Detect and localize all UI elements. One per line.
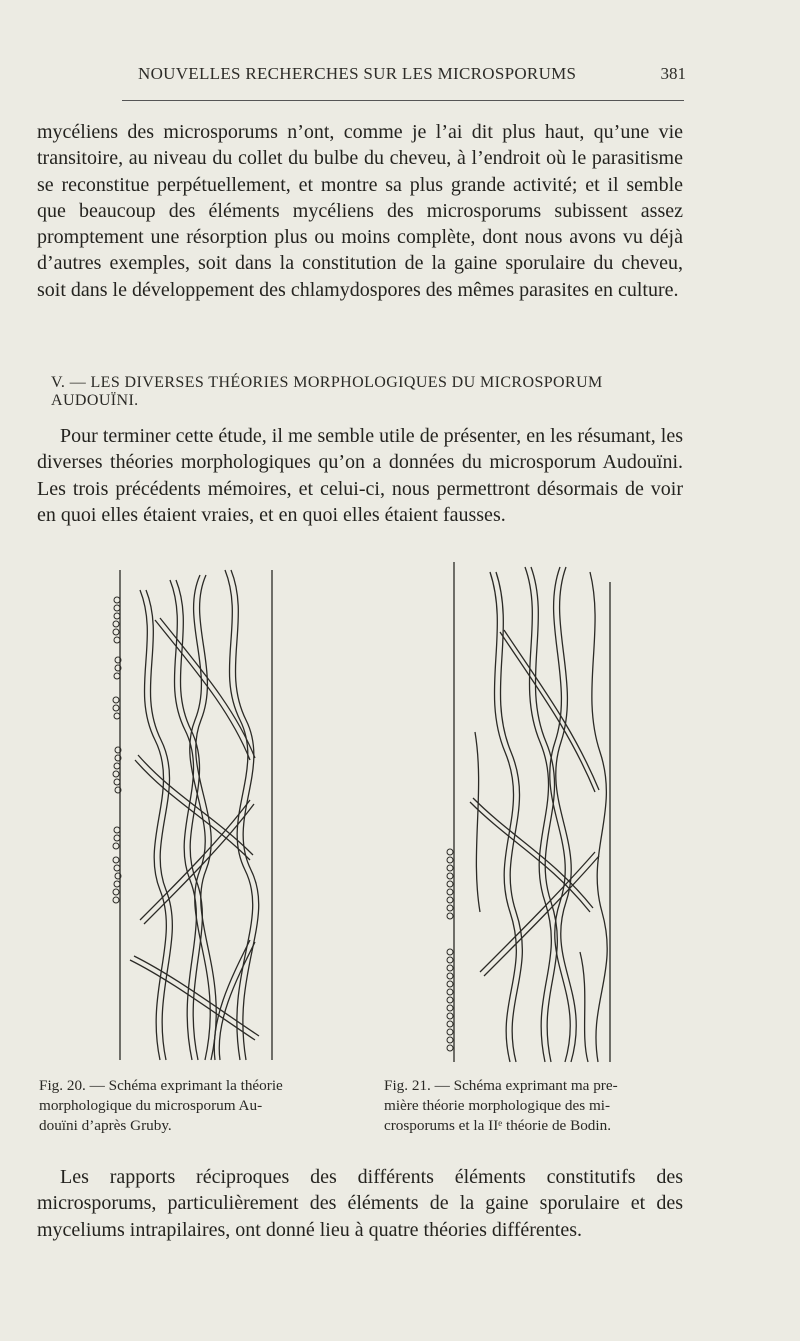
- figure-21-illustration: [440, 552, 620, 1072]
- running-header: [126, 64, 686, 94]
- figure-21-caption: [384, 1076, 683, 1136]
- hair-schematic-drawing-21: [440, 552, 620, 1072]
- caption-line: Fig. 20. — Schéma exprimant la théorie: [39, 1077, 283, 1094]
- caption-line: mière théorie morphologique des mi-: [384, 1097, 611, 1114]
- caption-line: morphologique du microsporum Au-: [39, 1097, 263, 1114]
- section-heading: V. — LES DIVERSES THÉORIES MORPHOLOGIQUES DU MICROSPORUM AUDOUÏNI.: [51, 374, 603, 409]
- paragraph-2: Pour terminer cette étude, il me semble utile de présenter, en les résumant, les diverses théories morphologiques qu’on a données du microsporum Audouïni. Les trois précédents mémoires, et celui-ci, nous permettront désormais de voir en quoi elles étaient vraies, et en quoi elles étaient fausses.: [37, 425, 683, 526]
- figure-20-illustration: [100, 560, 280, 1072]
- caption-line: Fig. 21. — Schéma exprimant ma pre-: [384, 1077, 618, 1094]
- page-number: 381: [660, 64, 686, 83]
- hair-schematic-drawing-20: [100, 560, 280, 1072]
- header-rule: [122, 100, 684, 101]
- caption-line: crosporums et la IIᵉ théorie de Bodin.: [384, 1117, 612, 1134]
- caption-line: douïni d’après Gruby.: [39, 1117, 172, 1134]
- paragraph-1: mycéliens des microsporums n’ont, comme je l’ai dit plus haut, qu’une vie transitoire, au niveau du collet du bulbe du cheveu, à l’endroit où le parasitisme se reconstitue perpétuellement, et montre sa plus grande activité; et il semble que beaucoup des éléments mycéliens des microsporums subissent assez promptement une résorption plus ou moins complète, dont nous avons vu déjà d’autres exemples, soit dans la constitution de la gaine sporulaire du cheveu, soit dans le développement des chlamydospores des mêmes parasites en culture.: [37, 121, 683, 301]
- figure-20-caption: [39, 1076, 345, 1136]
- paragraph-3: Les rapports réciproques des différents éléments constitutifs des microsporums, particulièrement des éléments de la gaine sporulaire et des myceliums intrapilaires, ont donné lieu à quatre théories différentes.: [37, 1166, 683, 1241]
- running-title: NOUVELLES RECHERCHES SUR LES MICROSPORUMS: [138, 64, 577, 83]
